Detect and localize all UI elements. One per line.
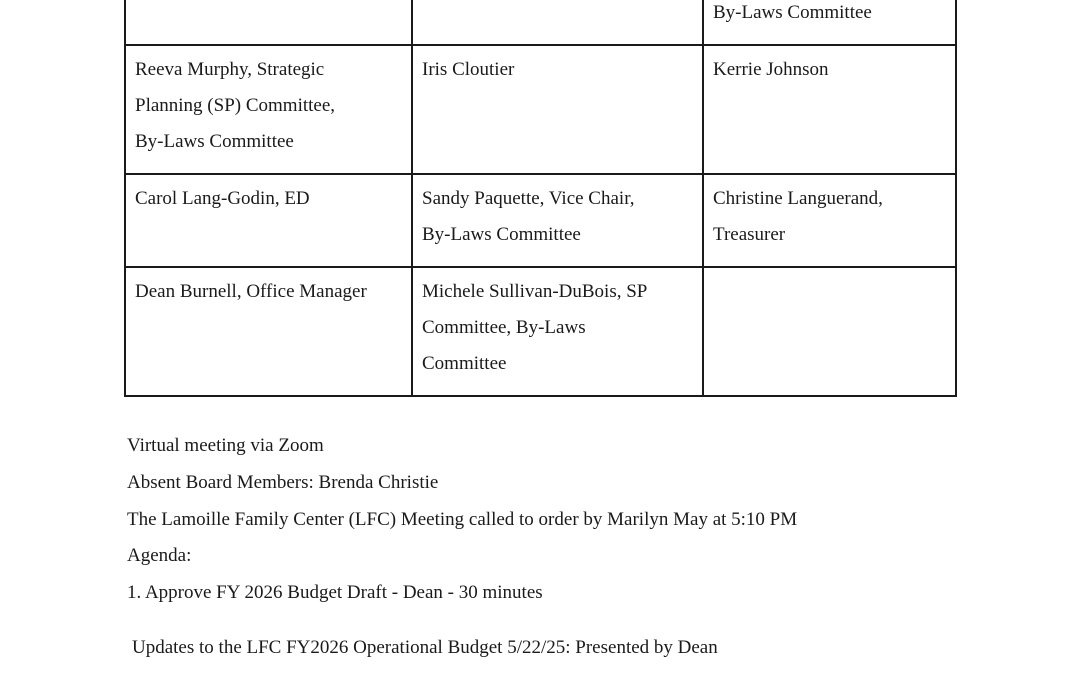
cell-text-line: By-Laws Committee — [422, 224, 581, 245]
cell-text-line: Treasurer — [713, 224, 786, 245]
budget-update-line: Updates to the LFC FY2026 Operational Budget 5/22/25: Presented by Dean — [132, 637, 718, 658]
table-cell — [412, 45, 703, 174]
attendance-table-body — [125, 0, 956, 396]
table-row — [125, 45, 956, 174]
table-cell — [125, 267, 412, 396]
cell-text-line: Dean Burnell, Office Manager — [135, 281, 367, 302]
cell-text-line: Kerrie Johnson — [713, 59, 829, 80]
table-cell — [125, 45, 412, 174]
meeting-mode: Virtual meeting via Zoom — [127, 435, 324, 456]
table-cell — [703, 174, 956, 267]
meeting-notes — [127, 428, 797, 612]
table-cell — [412, 267, 703, 396]
table-cell — [125, 0, 412, 45]
cell-text-line: Sandy Paquette, Vice Chair, — [422, 188, 635, 209]
cell-text-line: Michele Sullivan-DuBois, SP — [422, 281, 648, 302]
cell-text-line: Committee — [422, 353, 507, 374]
cell-text-line: Carol Lang-Godin, ED — [135, 188, 310, 209]
table-cell — [703, 267, 956, 396]
absent-members: Absent Board Members: Brenda Christie — [127, 471, 439, 493]
cell-text-line: Iris Cloutier — [422, 59, 515, 80]
cell-text-line: Committee, By-Laws — [422, 317, 586, 338]
table-row — [125, 174, 956, 267]
table-cell — [412, 0, 703, 45]
agenda-label: Agenda: — [127, 545, 192, 567]
cell-text-line: Reeva Murphy, Strategic — [135, 59, 325, 80]
cell-text-line: Planning (SP) Committee, — [135, 95, 336, 116]
agenda-item-1: 1. Approve FY 2026 Budget Draft - Dean - 30 minutes — [127, 582, 543, 604]
attendance-table — [124, 0, 957, 397]
table-cell — [412, 174, 703, 267]
table-cell — [703, 45, 956, 174]
table-row — [125, 0, 956, 45]
table-cell — [703, 0, 956, 45]
cell-text-line: By-Laws Committee — [713, 2, 872, 23]
called-to-order: The Lamoille Family Center (LFC) Meeting called to order by Marilyn May at 5:10 PM — [127, 508, 798, 530]
table-row — [125, 267, 956, 396]
cell-text-line: By-Laws Committee — [135, 131, 294, 152]
table-cell — [125, 174, 412, 267]
cell-text-line: Christine Languerand, — [713, 188, 883, 209]
